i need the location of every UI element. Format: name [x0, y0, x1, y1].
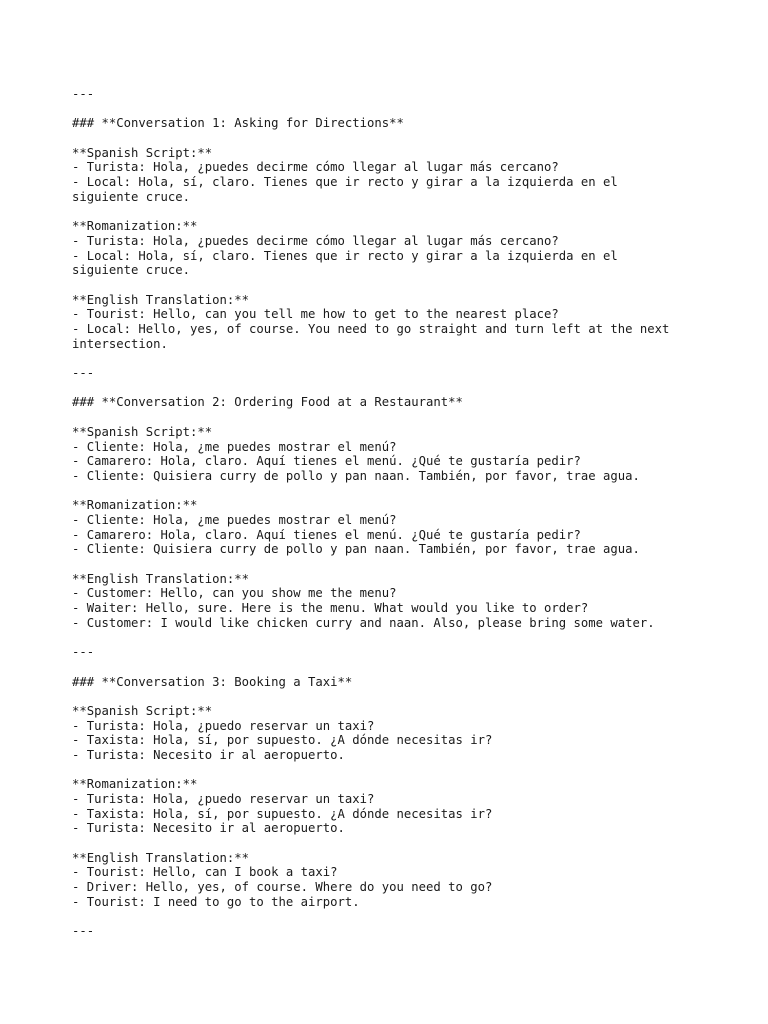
dialogue-line: - Local: Hola, sí, claro. Tienes que ir recto y girar a la izquierda en el [72, 175, 618, 190]
subheading: **English Translation:** [72, 571, 250, 586]
section-heading: ### **Conversation 3: Booking a Taxi** [72, 674, 353, 689]
blank-line [72, 131, 712, 146]
dialogue-line: - Local: Hola, sí, claro. Tienes que ir recto y girar a la izquierda en el [72, 248, 618, 263]
subheading: **English Translation:** [72, 292, 250, 307]
subheading: **Spanish Script:** [72, 703, 213, 718]
horizontal-rule: --- [72, 645, 95, 660]
dialogue-line: - Turista: Hola, ¿puedo reservar un taxi? [72, 792, 375, 806]
blank-line [72, 102, 712, 117]
dialogue-line: - Local: Hello, yes, of course. You need to go straight and turn left at the next [72, 322, 670, 336]
subheading: **Romanization:** [72, 777, 198, 792]
dialogue-line: - Tourist: Hello, can I book a taxi? [72, 865, 338, 880]
blank-line [72, 351, 712, 366]
text-line: siguiente cruce. [72, 189, 191, 204]
subheading: **English Translation:** [72, 850, 250, 865]
dialogue-line: - Cliente: Quisiera curry de pollo y pan naan. También, por favor, trae agua. [72, 468, 640, 483]
dialogue-line: - Turista: Necesito ir al aeropuerto. [72, 821, 345, 836]
horizontal-rule: --- [72, 366, 95, 381]
dialogue-line: - Turista: Necesito ir al aeropuerto. [72, 747, 345, 762]
text-line: siguiente cruce. [72, 263, 191, 278]
blank-line [72, 278, 712, 293]
dialogue-line: - Camarero: Hola, claro. Aquí tienes el menú. ¿Qué te gustaría pedir? [72, 454, 581, 469]
subheading: **Spanish Script:** [72, 424, 213, 439]
subheading: **Romanization:** [72, 219, 198, 234]
blank-line [72, 381, 712, 396]
dialogue-line: - Camarero: Hola, claro. Aquí tienes el menú. ¿Qué te gustaría pedir? [72, 527, 581, 542]
horizontal-rule: --- [72, 87, 95, 101]
dialogue-line: - Tourist: I need to go to the airport. [72, 894, 360, 909]
dialogue-line: - Customer: Hello, can you show me the menu? [72, 586, 397, 601]
blank-line [72, 410, 712, 425]
document-body [72, 87, 712, 939]
dialogue-line: - Tourist: Hello, can you tell me how to get to the nearest place? [72, 307, 559, 322]
blank-line [72, 484, 712, 499]
blank-line [72, 689, 712, 704]
dialogue-line: - Turista: Hola, ¿puedo reservar un taxi? [72, 718, 375, 733]
dialogue-line: - Cliente: Hola, ¿me puedes mostrar el menú? [72, 439, 397, 454]
dialogue-line: - Taxista: Hola, sí, por supuesto. ¿A dónde necesitas ir? [72, 806, 493, 821]
horizontal-rule: --- [72, 924, 95, 939]
subheading: **Spanish Script:** [72, 145, 213, 160]
dialogue-line: - Driver: Hello, yes, of course. Where do you need to go? [72, 880, 493, 895]
text-line: intersection. [72, 336, 168, 351]
dialogue-line: - Turista: Hola, ¿puedes decirme cómo llegar al lugar más cercano? [72, 160, 559, 175]
blank-line [72, 763, 712, 778]
dialogue-line: - Taxista: Hola, sí, por supuesto. ¿A dónde necesitas ir? [72, 733, 493, 748]
dialogue-line: - Waiter: Hello, sure. Here is the menu. What would you like to order? [72, 601, 589, 616]
dialogue-line: - Cliente: Hola, ¿me puedes mostrar el menú? [72, 512, 397, 527]
blank-line [72, 660, 712, 675]
subheading: **Romanization:** [72, 498, 198, 513]
blank-line [72, 836, 712, 851]
dialogue-line: - Turista: Hola, ¿puedes decirme cómo llegar al lugar más cercano? [72, 233, 559, 248]
blank-line [72, 205, 712, 220]
blank-line [72, 557, 712, 572]
section-heading: ### **Conversation 1: Asking for Directions** [72, 116, 404, 131]
blank-line [72, 910, 712, 925]
section-heading: ### **Conversation 2: Ordering Food at a Restaurant** [72, 395, 463, 410]
blank-line [72, 630, 712, 645]
dialogue-line: - Customer: I would like chicken curry and naan. Also, please bring some water. [72, 615, 655, 630]
dialogue-line: - Cliente: Quisiera curry de pollo y pan naan. También, por favor, trae agua. [72, 542, 640, 557]
